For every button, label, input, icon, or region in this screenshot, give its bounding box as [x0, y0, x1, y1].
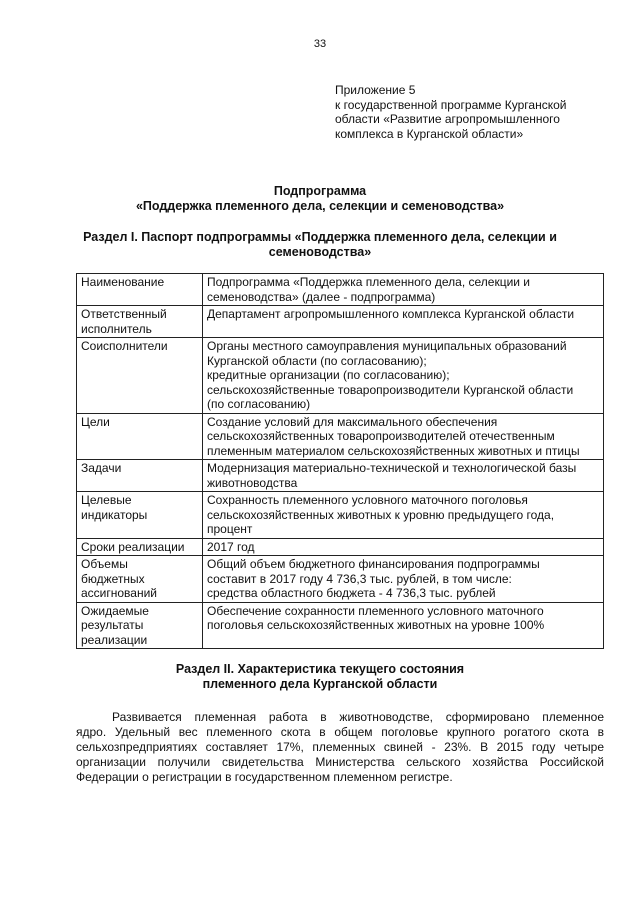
row-value-line: племенным материалом сельскохозяйственных животных и птицы: [207, 443, 580, 458]
row-value: [203, 556, 604, 603]
row-label: [77, 556, 203, 603]
appendix-line: комплекса в Курганской области»: [335, 126, 524, 141]
row-value: [203, 306, 604, 338]
row-value-line: животноводства: [207, 475, 298, 490]
subprogram-title-line1: Подпрограмма: [273, 184, 367, 198]
row-label: [77, 492, 203, 539]
row-value-line: Подпрограмма «Поддержка племенного дела, селекции и: [207, 275, 531, 289]
row-label-line: реализации: [81, 632, 148, 647]
row-label-line: Ожидаемые: [81, 603, 149, 618]
table-row: [77, 538, 604, 556]
paragraph-line: ядро. Удельный вес племенного скота в общем поголовье крупного рогатого скота в: [76, 725, 604, 739]
row-value-line: Органы местного самоуправления муниципальных образований: [207, 339, 567, 353]
row-value: [203, 538, 604, 556]
row-label: [77, 602, 203, 649]
row-value-line: поголовья сельскохозяйственных животных на уровне 100%: [207, 618, 545, 632]
page-number: 33: [313, 38, 327, 50]
row-value: [203, 460, 604, 492]
row-label: [77, 460, 203, 492]
row-value: [203, 413, 604, 460]
row-label-line: Задачи: [81, 461, 122, 475]
section2-heading-line1: Раздел II. Характеристика текущего состояния: [175, 662, 465, 676]
row-value-line: (по согласованию): [207, 397, 311, 411]
row-value-line: кредитные организации (по согласованию);: [207, 368, 450, 382]
row-label-line: Сроки реализации: [81, 539, 185, 554]
row-label-line: Соисполнители: [81, 339, 168, 353]
paragraph-line: Развивается племенная работа в животноводстве, сформировано племенное: [112, 710, 604, 724]
appendix-line: к государственной программе Курганской: [335, 97, 567, 112]
appendix-line: области «Развитие агропромышленного: [335, 112, 560, 126]
row-label-line: исполнитель: [81, 321, 152, 336]
passport-table: [76, 273, 604, 649]
row-label-line: индикаторы: [81, 507, 148, 522]
row-value: [203, 602, 604, 649]
row-value: [203, 274, 604, 306]
table-row: [77, 556, 604, 603]
row-label-line: бюджетных: [81, 571, 145, 586]
section1-heading: [60, 230, 580, 260]
subprogram-title: [60, 184, 580, 214]
row-value-line: Общий объем бюджетного финансирования подпрограммы: [207, 557, 540, 571]
row-value-line: Сохранность племенного условного маточного поголовья: [207, 493, 528, 507]
row-label-line: Объемы: [81, 557, 128, 571]
paragraph-line: Федерации о регистрации в государственном племенном регистре.: [76, 770, 453, 784]
paragraph-line: сельхозпредприятиях составляет 17%, племенных свиней - 23%. В 2015 году четыре: [76, 740, 604, 754]
row-value-line: Модернизация материально-технической и технологической базы: [207, 461, 577, 475]
row-value-line: семеноводства» (далее - подпрограмма): [207, 289, 436, 304]
body-paragraph: [76, 710, 604, 785]
row-label: [77, 306, 203, 338]
row-label: [77, 413, 203, 460]
table-row: [77, 602, 604, 649]
row-label: [77, 274, 203, 306]
section2-heading: [60, 662, 580, 692]
row-value: [203, 492, 604, 539]
row-label-line: ассигнований: [81, 586, 158, 600]
table-row: [77, 306, 604, 338]
row-label-line: Цели: [81, 414, 110, 429]
row-value: [203, 338, 604, 414]
table-row: [77, 492, 604, 539]
table-row: [77, 460, 604, 492]
paragraph-line: организации получили свидетельства Министерства сельского хозяйства Российской: [76, 755, 604, 769]
subprogram-title-line2: «Поддержка племенного дела, селекции и семеноводства»: [135, 199, 505, 213]
row-value-line: сельскохозяйственные товаропроизводители Курганской области: [207, 382, 574, 397]
table-row: [77, 274, 604, 306]
row-value-line: Департамент агропромышленного комплекса Курганской области: [207, 307, 575, 321]
row-value-line: Курганской области (по согласованию);: [207, 353, 427, 368]
row-value-line: средства областного бюджета - 4 736,3 тыс. рублей: [207, 586, 496, 600]
row-value-line: составит в 2017 году 4 736,3 тыс. рублей, в том числе:: [207, 571, 512, 586]
row-value-line: процент: [207, 522, 253, 536]
row-label-line: результаты: [81, 618, 144, 632]
table-row: [77, 413, 604, 460]
row-label: [77, 338, 203, 414]
row-label-line: Наименование: [81, 275, 165, 289]
row-label: [77, 538, 203, 556]
section1-heading-line2: семеноводства»: [268, 245, 372, 259]
table-row: [77, 338, 604, 414]
row-label-line: Ответственный: [81, 307, 167, 321]
section1-heading-line1: Раздел I. Паспорт подпрограммы «Поддержка племенного дела, селекции и: [83, 230, 557, 244]
row-value-line: Обеспечение сохранности племенного условного маточного: [207, 603, 544, 618]
appendix-note: [335, 83, 605, 141]
row-label-line: Целевые: [81, 493, 132, 507]
row-value-line: 2017 год: [207, 539, 255, 554]
row-value-line: сельскохозяйственных товаропроизводителей отечественным: [207, 429, 555, 443]
row-value-line: сельскохозяйственных животных к уровню предыдущего года,: [207, 507, 555, 522]
row-value-line: Создание условий для максимального обеспечения: [207, 414, 498, 429]
section2-heading-line2: племенного дела Курганской области: [202, 677, 438, 691]
appendix-line: Приложение 5: [335, 83, 416, 97]
